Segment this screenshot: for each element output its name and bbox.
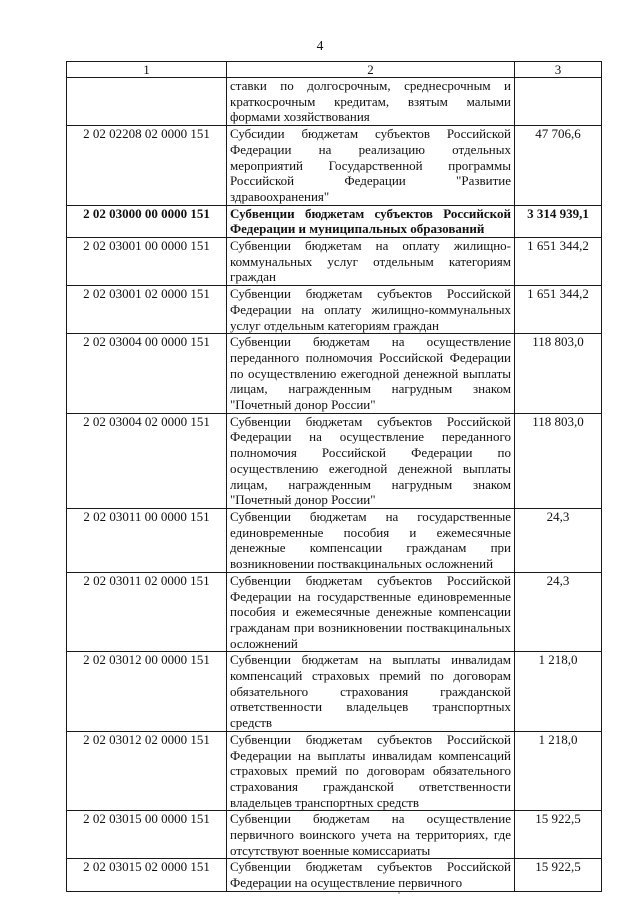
table-row bbox=[67, 652, 602, 732]
description-cell: Субвенции бюджетам субъектов Российской Федерации на осуществление переданного полномочия Российской Федерации по осуществлению ежегодной денежной выплаты лицам, награжденным нагрудным знаком "Почетный донор России" bbox=[227, 413, 515, 508]
amount-cell: 1 218,0 bbox=[515, 731, 602, 811]
budget-code-cell: 2 02 03004 02 0000 151 bbox=[67, 413, 227, 508]
budget-code-cell: 2 02 03000 00 0000 151 bbox=[67, 205, 227, 237]
budget-code-cell: 2 02 03011 00 0000 151 bbox=[67, 508, 227, 572]
amount-cell: 118 803,0 bbox=[515, 334, 602, 414]
budget-code-cell: 2 02 03001 02 0000 151 bbox=[67, 286, 227, 334]
budget-code-cell: 2 02 02208 02 0000 151 bbox=[67, 126, 227, 206]
description-cell: Субвенции бюджетам на оплату жилищно-коммунальных услуг отдельным категориям граждан bbox=[227, 238, 515, 286]
amount-cell bbox=[515, 78, 602, 126]
budget-code-cell: 2 02 03015 00 0000 151 bbox=[67, 811, 227, 859]
table-row bbox=[67, 811, 602, 859]
table-header-row bbox=[67, 62, 602, 78]
description-cell: Субвенции бюджетам субъектов Российской Федерации и муниципальных образований bbox=[227, 205, 515, 237]
description-cell: Субвенции бюджетам субъектов Российской Федерации на осуществление первичного bbox=[227, 859, 515, 891]
budget-code-cell: 2 02 03001 00 0000 151 bbox=[67, 238, 227, 286]
description-cell: Субвенции бюджетам на осуществление первичного воинского учета на территориях, где отсутствуют военные комиссариаты bbox=[227, 811, 515, 859]
amount-cell: 47 706,6 bbox=[515, 126, 602, 206]
description-cell: Субвенции бюджетам на выплаты инвалидам компенсаций страховых премий по договорам обязательного страхования гражданской ответственности владельцев транспортных средств bbox=[227, 652, 515, 732]
table-row bbox=[67, 205, 602, 237]
amount-cell: 24,3 bbox=[515, 572, 602, 652]
description-cell: ставки по долгосрочным, среднесрочным и краткосрочным кредитам, взятым малыми формами хозяйствования bbox=[227, 78, 515, 126]
amount-cell: 1 651 344,2 bbox=[515, 238, 602, 286]
budget-code-cell: 2 02 03012 02 0000 151 bbox=[67, 731, 227, 811]
column-header-description: 2 bbox=[227, 62, 515, 78]
amount-cell: 15 922,5 bbox=[515, 859, 602, 891]
description-cell: Субвенции бюджетам субъектов Российской Федерации на выплаты инвалидам компенсаций страховых премий по договорам обязательного страхования гражданской ответственности владельцев транспортных средств bbox=[227, 731, 515, 811]
amount-cell: 15 922,5 bbox=[515, 811, 602, 859]
table-row bbox=[67, 126, 602, 206]
description-cell: Субвенции бюджетам на государственные единовременные пособия и ежемесячные денежные компенсации гражданам при возникновении поствакцинальных осложнений bbox=[227, 508, 515, 572]
budget-code-cell bbox=[67, 78, 227, 126]
budget-code-cell: 2 02 03011 02 0000 151 bbox=[67, 572, 227, 652]
budget-code-cell: 2 02 03015 02 0000 151 bbox=[67, 859, 227, 891]
table-row bbox=[67, 286, 602, 334]
description-cell: Субвенции бюджетам субъектов Российской Федерации на государственные единовременные пособия и ежемесячные денежные компенсации гражданам при возникновении поствакцинальных осложнений bbox=[227, 572, 515, 652]
description-cell: Субсидии бюджетам субъектов Российской Федерации на реализацию отдельных мероприятий Государственной программы Российской Федерации "Развитие здравоохранения" bbox=[227, 126, 515, 206]
table-row bbox=[67, 413, 602, 508]
amount-cell: 118 803,0 bbox=[515, 413, 602, 508]
table-row bbox=[67, 334, 602, 414]
amount-cell: 3 314 939,1 bbox=[515, 205, 602, 237]
table-row bbox=[67, 572, 602, 652]
table-row bbox=[67, 238, 602, 286]
budget-code-cell: 2 02 03012 00 0000 151 bbox=[67, 652, 227, 732]
description-cell: Субвенции бюджетам на осуществление переданного полномочия Российской Федерации по осуществлению ежегодной денежной выплаты лицам, награжденным нагрудным знаком "Почетный донор России" bbox=[227, 334, 515, 414]
table-row bbox=[67, 731, 602, 811]
budget-revenue-table bbox=[66, 61, 602, 892]
column-header-code: 1 bbox=[67, 62, 227, 78]
amount-cell: 24,3 bbox=[515, 508, 602, 572]
table-row bbox=[67, 78, 602, 126]
table-body bbox=[67, 78, 602, 892]
table-row bbox=[67, 508, 602, 572]
table-row bbox=[67, 859, 602, 891]
amount-cell: 1 218,0 bbox=[515, 652, 602, 732]
column-header-amount: 3 bbox=[515, 62, 602, 78]
amount-cell: 1 651 344,2 bbox=[515, 286, 602, 334]
budget-code-cell: 2 02 03004 00 0000 151 bbox=[67, 334, 227, 414]
page-number: 4 bbox=[316, 38, 324, 53]
description-cell: Субвенции бюджетам субъектов Российской Федерации на оплату жилищно-коммунальных услуг отдельным категориям граждан bbox=[227, 286, 515, 334]
scan-dot bbox=[398, 892, 400, 894]
